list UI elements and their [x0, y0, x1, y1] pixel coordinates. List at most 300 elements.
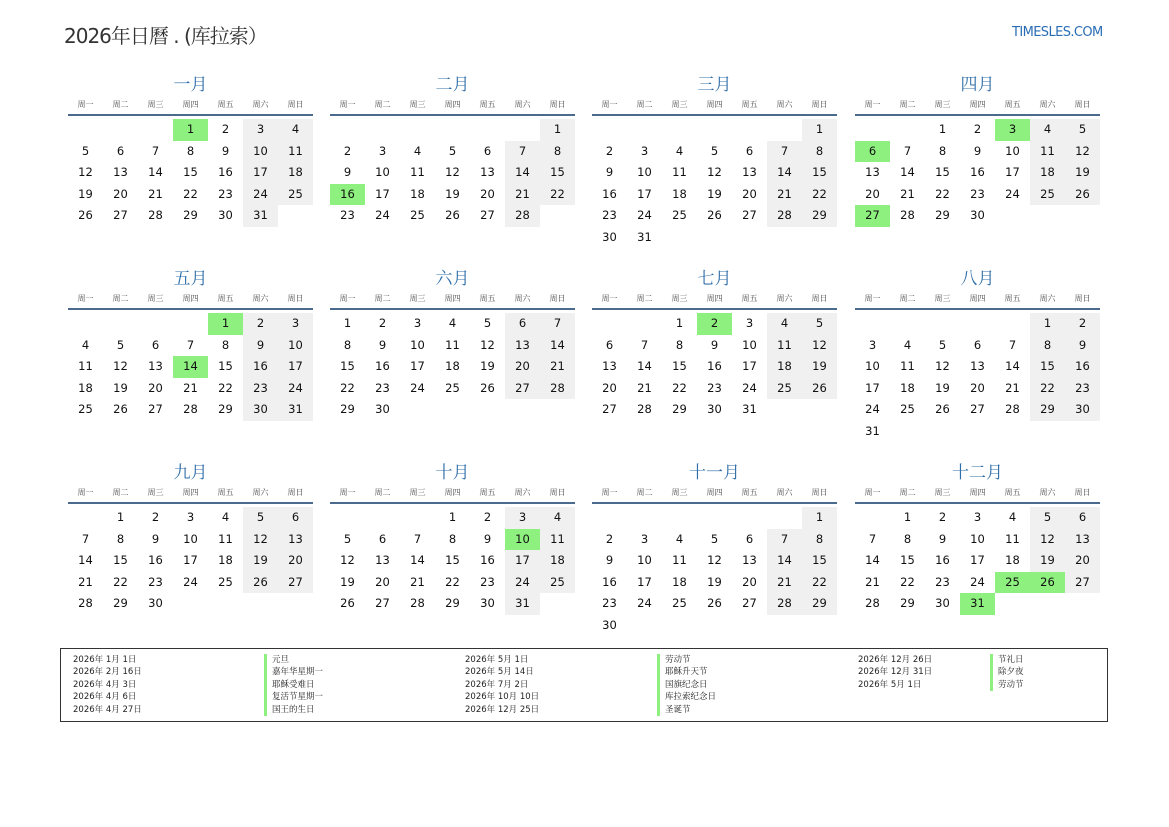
day-empty: [890, 421, 925, 443]
day-empty: [243, 593, 278, 615]
day-weekend: 18: [278, 162, 313, 184]
day-empty: [662, 507, 697, 529]
day-empty: [470, 399, 505, 421]
day-cell: 20: [970, 380, 985, 395]
weekday-label: 周五: [479, 100, 496, 109]
day-cell: 17: [742, 359, 757, 374]
weekday-label: 周二: [899, 100, 916, 109]
day-cell: 27: [148, 402, 163, 417]
weekday-label: 周一: [864, 294, 881, 303]
day-cell: 4: [221, 510, 230, 524]
day-weekend: 10: [278, 335, 313, 357]
month-block: [592, 461, 837, 637]
weekday-label: 周一: [77, 100, 94, 109]
day-empty: [732, 615, 767, 637]
day-cell: 23: [375, 380, 390, 395]
day-cell: 13: [602, 359, 617, 374]
day-cell: 6: [605, 337, 614, 352]
day-cell: 8: [221, 337, 230, 352]
day-empty: [802, 615, 837, 637]
day-cell: 30: [602, 229, 617, 244]
holiday-name: 劳动节: [657, 654, 716, 666]
day-empty: [470, 119, 505, 141]
day-empty: [925, 421, 960, 443]
weekday-label: 周一: [601, 294, 618, 303]
weekday-label: 周二: [899, 488, 916, 497]
weekday-label: 周二: [374, 488, 391, 497]
week-row: [855, 335, 1100, 357]
day-cell: 20: [480, 186, 495, 201]
day-empty: [400, 507, 435, 529]
weekday-label: 周六: [252, 488, 269, 497]
week-row: [855, 378, 1100, 400]
day-cell: 26: [78, 208, 93, 223]
day-weekend: 22: [802, 184, 837, 206]
day-cell: 22: [113, 574, 128, 589]
day-weekend: 31: [278, 399, 313, 421]
day-cell: 29: [935, 208, 950, 223]
day-weekend: 10: [243, 141, 278, 163]
day-weekend: 17: [505, 550, 540, 572]
day-cell: 19: [445, 186, 460, 201]
day-cell: 18: [445, 359, 460, 374]
weekday-label: 周三: [934, 488, 951, 497]
holiday-date: 2026年 4月 3日: [73, 679, 137, 690]
day-holiday: 25: [995, 572, 1030, 594]
day-cell: 8: [938, 143, 947, 158]
day-cell: 8: [675, 337, 684, 352]
day-cell: 12: [707, 165, 722, 180]
day-cell: 12: [707, 553, 722, 568]
day-cell: 16: [480, 553, 495, 568]
holiday-date: 2026年 1月 1日: [73, 655, 137, 665]
holiday-name: 国王的生日: [264, 704, 323, 716]
day-cell: 28: [1005, 402, 1020, 417]
day-empty: [802, 399, 837, 421]
day-cell: 22: [900, 574, 915, 589]
month-name: 六月: [435, 269, 470, 289]
day-weekend: 19: [1030, 550, 1065, 572]
day-empty: [995, 421, 1030, 443]
weekday-header: [855, 98, 1100, 116]
day-cell: 16: [148, 553, 163, 568]
day-cell: 5: [938, 337, 947, 352]
day-cell: 17: [865, 380, 880, 395]
day-empty: [890, 119, 925, 141]
day-cell: 21: [148, 186, 163, 201]
day-holiday: 16: [330, 184, 365, 206]
day-cell: 16: [935, 553, 950, 568]
day-empty: [697, 615, 732, 637]
day-weekend: 13: [1065, 529, 1100, 551]
weekday-label: 周三: [147, 100, 164, 109]
day-weekend: 12: [802, 335, 837, 357]
day-cell: 6: [745, 143, 754, 158]
weekday-header: [855, 292, 1100, 310]
day-empty: [627, 507, 662, 529]
day-weekend: 26: [243, 572, 278, 594]
day-cell: 2: [221, 122, 230, 136]
day-cell: 28: [900, 208, 915, 223]
day-empty: [505, 399, 540, 421]
weekday-label: 周六: [776, 488, 793, 497]
weekday-label: 周五: [741, 488, 758, 497]
week-row: [592, 162, 837, 184]
day-weekend: 31: [243, 205, 278, 227]
day-cell: 28: [148, 208, 163, 223]
day-weekend: 20: [505, 356, 540, 378]
day-weekend: 28: [767, 205, 802, 227]
day-cell: 5: [448, 143, 457, 158]
day-cell: 18: [672, 186, 687, 201]
day-cell: 13: [375, 553, 390, 568]
day-weekend: 14: [540, 335, 575, 357]
day-empty: [540, 205, 575, 227]
weekday-label: 周四: [969, 488, 986, 497]
weekday-header: [68, 486, 313, 504]
day-cell: 19: [78, 186, 93, 201]
day-cell: 9: [938, 531, 947, 546]
holiday-dates-column: [465, 654, 539, 716]
month-block: [855, 73, 1100, 227]
day-cell: 16: [707, 359, 722, 374]
week-row: [592, 335, 837, 357]
day-weekend: 5: [1065, 119, 1100, 141]
weekday-label: 周四: [182, 100, 199, 109]
holiday-dates-column: [73, 654, 142, 716]
day-cell: 5: [710, 531, 719, 546]
day-cell: 9: [710, 337, 719, 352]
month-name: 十月: [435, 463, 470, 483]
week-row: [330, 313, 575, 335]
day-cell: 14: [78, 553, 93, 568]
day-empty: [995, 205, 1030, 227]
week-row: [330, 205, 575, 227]
holiday-date: 2026年 12月 26日: [858, 655, 933, 665]
day-empty: [855, 119, 890, 141]
day-cell: 12: [78, 165, 93, 180]
day-cell: 3: [378, 143, 387, 158]
day-empty: [592, 507, 627, 529]
day-weekend: 8: [540, 141, 575, 163]
holiday-names-column: [657, 654, 716, 716]
weekday-label: 周二: [112, 100, 129, 109]
weekday-label: 周四: [706, 100, 723, 109]
day-cell: 6: [483, 143, 492, 158]
day-empty: [802, 227, 837, 249]
day-cell: 26: [445, 208, 460, 223]
day-empty: [767, 227, 802, 249]
holiday-name: 劳动节: [990, 679, 1024, 691]
site-logo[interactable]: TIMESLES.COM: [1012, 25, 1103, 40]
day-weekend: 19: [802, 356, 837, 378]
day-cell: 27: [480, 208, 495, 223]
weekday-label: 周五: [479, 294, 496, 303]
day-cell: 3: [640, 531, 649, 546]
day-weekend: 4: [1030, 119, 1065, 141]
day-cell: 24: [183, 574, 198, 589]
day-weekend: 3: [278, 313, 313, 335]
day-cell: 6: [378, 531, 387, 546]
holiday-date: 2026年 5月 1日: [465, 655, 529, 665]
day-holiday: 27: [855, 205, 890, 227]
day-cell: 14: [410, 553, 425, 568]
holiday-name: 库拉索纪念日: [657, 691, 716, 703]
weekday-label: 周五: [479, 488, 496, 497]
day-cell: 16: [218, 165, 233, 180]
day-cell: 3: [413, 316, 422, 330]
day-cell: 14: [1005, 359, 1020, 374]
day-cell: 2: [343, 143, 352, 158]
week-row: [592, 550, 837, 572]
week-row: [330, 550, 575, 572]
day-weekend: 16: [1065, 356, 1100, 378]
day-holiday: 1: [208, 313, 243, 335]
day-weekend: 11: [278, 141, 313, 163]
week-row: [68, 507, 313, 529]
day-empty: [960, 313, 995, 335]
day-cell: 14: [865, 553, 880, 568]
day-weekend: 26: [802, 378, 837, 400]
day-holiday: 3: [995, 119, 1030, 141]
holiday-list: [60, 648, 1108, 722]
day-cell: 1: [116, 510, 125, 524]
holiday-name: 嘉年华星期一: [264, 666, 323, 678]
day-cell: 4: [413, 143, 422, 158]
day-weekend: 4: [540, 507, 575, 529]
holiday-name: 除夕夜: [990, 666, 1024, 678]
day-cell: 3: [186, 510, 195, 524]
day-cell: 19: [480, 359, 495, 374]
month-block: [330, 73, 575, 227]
week-row: [855, 593, 1100, 615]
day-cell: 27: [375, 596, 390, 611]
day-empty: [1065, 421, 1100, 443]
day-cell: 23: [148, 574, 163, 589]
day-cell: 5: [116, 337, 125, 352]
day-cell: 4: [1008, 510, 1017, 524]
day-cell: 25: [672, 208, 687, 223]
day-cell: 9: [605, 553, 614, 568]
day-cell: 7: [186, 337, 195, 352]
weekday-label: 周二: [636, 100, 653, 109]
day-cell: 26: [340, 596, 355, 611]
day-cell: 7: [413, 531, 422, 546]
day-weekend: 30: [1065, 399, 1100, 421]
day-cell: 27: [113, 208, 128, 223]
week-row: [330, 529, 575, 551]
day-cell: 7: [640, 337, 649, 352]
day-cell: 21: [410, 574, 425, 589]
day-weekend: 29: [802, 593, 837, 615]
weekday-label: 周一: [339, 100, 356, 109]
day-cell: 28: [78, 596, 93, 611]
day-weekend: 7: [767, 529, 802, 551]
day-cell: 21: [900, 186, 915, 201]
day-cell: 22: [935, 186, 950, 201]
day-cell: 14: [148, 165, 163, 180]
day-cell: 25: [445, 380, 460, 395]
weekday-label: 周六: [1039, 100, 1056, 109]
weekday-label: 周日: [549, 294, 566, 303]
week-row: [68, 205, 313, 227]
week-row: [592, 205, 837, 227]
day-cell: 28: [183, 402, 198, 417]
day-cell: 28: [410, 596, 425, 611]
day-weekend: 8: [1030, 335, 1065, 357]
day-cell: 26: [707, 208, 722, 223]
day-cell: 13: [865, 165, 880, 180]
day-cell: 21: [183, 380, 198, 395]
day-cell: 7: [903, 143, 912, 158]
year-calendar: [68, 73, 1108, 633]
day-cell: 6: [151, 337, 160, 352]
week-row: [68, 184, 313, 206]
week-row: [592, 141, 837, 163]
day-cell: 11: [218, 531, 233, 546]
day-cell: 15: [935, 165, 950, 180]
day-cell: 8: [903, 531, 912, 546]
day-cell: 2: [973, 122, 982, 136]
weekday-label: 周六: [776, 294, 793, 303]
week-row: [855, 184, 1100, 206]
month-name: 一月: [173, 75, 208, 95]
day-empty: [138, 313, 173, 335]
week-row: [592, 313, 837, 335]
weekday-label: 周日: [811, 100, 828, 109]
day-cell: 5: [81, 143, 90, 158]
day-weekend: 29: [802, 205, 837, 227]
day-cell: 17: [183, 553, 198, 568]
day-cell: 2: [605, 531, 614, 546]
holiday-date: 2026年 10月 10日: [465, 692, 540, 703]
day-cell: 10: [742, 337, 757, 352]
day-cell: 6: [116, 143, 125, 158]
month-name: 十二月: [952, 463, 1003, 483]
day-empty: [68, 119, 103, 141]
day-holiday: 2: [697, 313, 732, 335]
weekday-label: 周五: [217, 294, 234, 303]
weekday-label: 周五: [1004, 294, 1021, 303]
weekday-header: [592, 486, 837, 504]
day-cell: 31: [865, 423, 880, 438]
day-holiday: 1: [173, 119, 208, 141]
day-cell: 17: [1005, 165, 1020, 180]
day-cell: 7: [81, 531, 90, 546]
day-cell: 10: [183, 531, 198, 546]
week-row: [68, 119, 313, 141]
day-cell: 10: [410, 337, 425, 352]
weekday-label: 周二: [374, 294, 391, 303]
weekday-label: 周六: [514, 488, 531, 497]
day-cell: 12: [113, 359, 128, 374]
day-empty: [278, 593, 313, 615]
week-row: [330, 507, 575, 529]
week-row: [68, 313, 313, 335]
day-cell: 29: [183, 208, 198, 223]
weekday-label: 周二: [112, 294, 129, 303]
weekday-label: 周二: [636, 488, 653, 497]
week-row: [592, 529, 837, 551]
week-row: [330, 119, 575, 141]
day-empty: [592, 313, 627, 335]
day-empty: [365, 507, 400, 529]
day-cell: 25: [78, 402, 93, 417]
day-cell: 19: [340, 574, 355, 589]
month-name: 八月: [960, 269, 995, 289]
day-cell: 11: [1005, 531, 1020, 546]
week-row: [592, 572, 837, 594]
day-cell: 18: [218, 553, 233, 568]
day-weekend: 7: [767, 141, 802, 163]
holiday-date: 2026年 12月 31日: [858, 667, 933, 678]
holiday-name: 耶稣升天节: [657, 666, 716, 678]
day-cell: 11: [410, 165, 425, 180]
day-cell: 10: [1005, 143, 1020, 158]
day-cell: 10: [375, 165, 390, 180]
holiday-date: 2026年 7月 2日: [465, 679, 529, 690]
month-block: [592, 73, 837, 249]
day-cell: 30: [148, 596, 163, 611]
day-cell: 30: [970, 208, 985, 223]
day-weekend: 1: [802, 507, 837, 529]
day-holiday: 31: [960, 593, 995, 615]
day-cell: 13: [970, 359, 985, 374]
day-empty: [732, 507, 767, 529]
weekday-label: 周日: [1074, 100, 1091, 109]
day-weekend: 24: [505, 572, 540, 594]
day-weekend: 13: [278, 529, 313, 551]
day-weekend: 21: [767, 572, 802, 594]
day-weekend: 14: [505, 162, 540, 184]
day-cell: 21: [78, 574, 93, 589]
day-weekend: 12: [243, 529, 278, 551]
day-weekend: 20: [1065, 550, 1100, 572]
day-weekend: 9: [243, 335, 278, 357]
month-block: [68, 461, 313, 615]
day-empty: [592, 119, 627, 141]
day-cell: 7: [151, 143, 160, 158]
day-weekend: 29: [1030, 399, 1065, 421]
day-cell: 4: [675, 531, 684, 546]
weekday-label: 周三: [934, 294, 951, 303]
day-empty: [400, 119, 435, 141]
day-empty: [697, 119, 732, 141]
day-empty: [1030, 205, 1065, 227]
day-cell: 13: [742, 165, 757, 180]
day-cell: 21: [637, 380, 652, 395]
day-cell: 13: [480, 165, 495, 180]
day-cell: 9: [151, 531, 160, 546]
day-weekend: 11: [540, 529, 575, 551]
day-cell: 5: [343, 531, 352, 546]
day-empty: [732, 227, 767, 249]
weekday-label: 周五: [217, 100, 234, 109]
day-empty: [662, 615, 697, 637]
week-row: [330, 162, 575, 184]
day-cell: 15: [113, 553, 128, 568]
day-empty: [960, 421, 995, 443]
weekday-header: [68, 98, 313, 116]
weekday-header: [68, 292, 313, 310]
day-weekend: 18: [1030, 162, 1065, 184]
day-cell: 27: [602, 402, 617, 417]
week-row: [855, 313, 1100, 335]
day-cell: 27: [742, 208, 757, 223]
day-weekend: 12: [1065, 141, 1100, 163]
day-cell: 19: [113, 380, 128, 395]
day-holiday: 10: [505, 529, 540, 551]
